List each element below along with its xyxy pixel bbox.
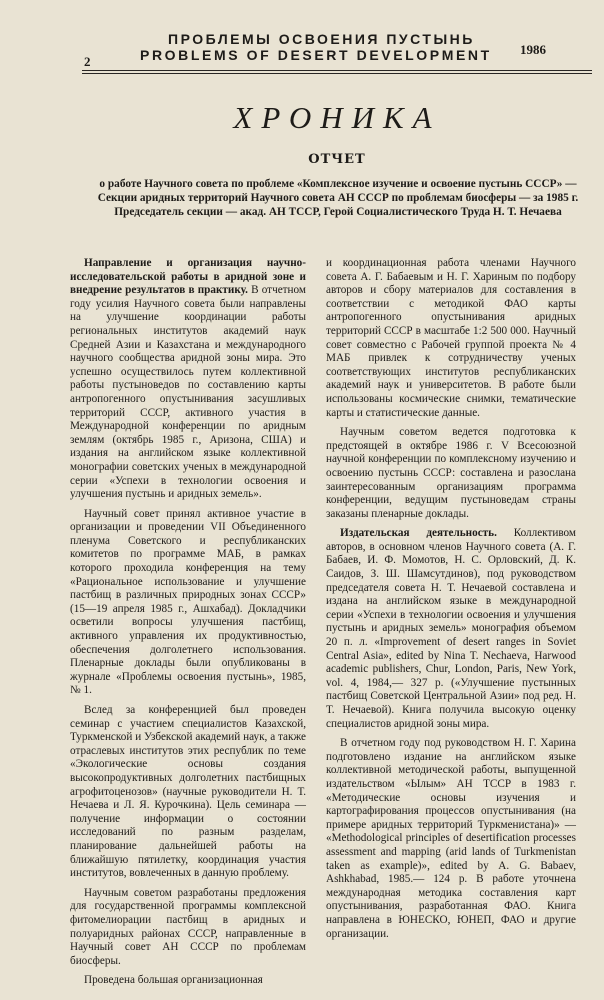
header-rule: [82, 70, 592, 71]
paragraph-text: Коллективом авторов, в основном членов Научного совета (А. Г. Бабаев, И. Ф. Момотов, Н. С. Орловский, Д. К. Саидов, З. Ш. Шамсутдинов), под руководством председателя совета Н. Т. Нечаевой составлена и издана на английском языке в международной серии «Успехи в технологии освоения и улучшения пустынь и аридных земель» монография объемом 20 п. л. «Improvement of desert ranges in Soviet Central Asia», edited by Nina T. Nechaeva, Harwood academic publishers, Chur, London, Paris, New York, vol. 4, 1984,— 327 p. («Улучшение пустынных пастбищ Советской Центральной Азии» под ред. Н. Т. Нечаевой). Книга получила высокую оценку специалистов аридной зоны мира.: [326, 527, 577, 730]
running-title-english: PROBLEMS OF DESERT DEVELOPMENT: [140, 47, 492, 63]
paragraph: [326, 527, 576, 731]
paragraph: Научный совет принял активное участие в организации и проведении VII Объединенного пленума Советского и республиканских комитетов по программе МАБ, в рамках которого проходила конференция на тему «Рациональное использование и улучшение пастбищ в различных природных зонах СССР» (15—19 апреля 1985 г., Ашхабад). Докладчики осветили вопросы улучшения пастбищ, активного управления их продуктивностью, обеспечения долголетнего использования. Пленарные доклады были опубликованы в журнале «Проблемы освоения пустынь», 1985, № 1.: [70, 507, 306, 697]
paragraph: Научным советом разработаны предложения для государственной программы комплексной фитомелиорации пастбищ в аридных и полуаридных районах СССР, направленные в Научный совет АН СССР по проблемам биосферы.: [70, 886, 306, 967]
left-column: [70, 257, 306, 994]
page-number: 2: [84, 54, 91, 69]
report-subtitle: [96, 177, 580, 220]
report-subtitle-line: о работе Научного совета по проблеме «Комплексное изучение и освоение пустынь СССР» — Секции аридных территорий Научного совета АН СССР по проблемам биосферы — за 1985 г.: [97, 178, 579, 205]
paragraph: и координационная работа членами Научного совета А. Г. Бабаевым и Н. Г. Хариным по подбору авторов и сбору материалов для составления в соответствии с методикой ФАО карты антропогенного опустынивания аридных территорий СССР в масштабе 1:2 500 000. Научный совет совместно с Рабочей группой проекта № 4 МАБ привлек к сотрудничеству ученых соответствующих институтов республиканских академий наук и университетов. В работе были использованы космические снимки, тематические карты и статистические данные.: [326, 257, 576, 419]
paragraph: [70, 257, 306, 502]
report-title: ОТЧЕТ: [308, 152, 366, 167]
paragraph-text: В отчетном году усилия Научного совета были направлены на улучшение координации работы региональных институтов академий наук Средней Азии и Казахстана и международного научного сообщества аридной зоны мира. Это успешно осуществилось путем коллективной работы пустыноведов по составлению карты антропогенного опустынивания засушливых территорий СССР, активного участия в Международной конференции по аридным землям (октябрь 1985 г., Аризона, США) и издания на английском языке коллективной монографии советских ученых в международной серии «Успехи в технологии освоения и улучшения пустынь и аридных земель».: [70, 284, 306, 501]
header-rule-thin: [82, 73, 592, 74]
paragraph: Проведена большая организационная: [84, 974, 263, 987]
right-column: [326, 257, 576, 947]
issue-year: 1986: [520, 42, 546, 57]
section-title: ХРОНИКА: [233, 100, 441, 135]
paragraph: В отчетном году под руководством Н. Г. Харина подготовлено издание на английском языке коллективной методической работы, выпущенной издательством «Ылым» АН ТССР в 1983 г. «Методические основы изучения и картографирования процессов опустынивания (на примере аридных территорий Туркменистана)» — «Methodological principles of desertification processes assessment and mapping (arid lands of Turkmenistan taken as example)», edited by A. G. Babaev, Ashkhabad, 1985.— 124 p. В работе уточнена международная методика составления карт опустынивания, разработанная ФАО. Книга направлена в ЮНЕСКО, ЮНЕП, ФАО и другие организации.: [326, 737, 576, 940]
report-chairman-line: Председатель секции — акад. АН ТССР, Герой Социалистического Труда Н. Т. Нечаева: [114, 206, 562, 219]
paragraph: Научным советом ведется подготовка к предстоящей в октябре 1986 г. V Всесоюзной научной конференции по комплексному изучению и освоению пустынь СССР: составлена и разослана заинтересованным организациям программа конференции, ведущим пустыноведам страны заказаны пленарные доклады.: [326, 426, 576, 520]
running-title-russian: ПРОБЛЕМЫ ОСВОЕНИЯ ПУСТЫНЬ: [168, 31, 475, 47]
paragraph: Вслед за конференцией был проведен семинар с участием специалистов Казахской, Туркменской и Узбекской академий наук, а также отраслевых институтов этих республик по теме «Экологические основы создания высокопродуктивных долголетних пастбищных агрофитоценозов» (научные руководители Н. Т. Нечаева и Л. Я. Курочкина). Цель семинара — получение информации о состоянии исследований по разным разделам, планирование дальнейшей работы на ближайшую пятилетку, координация участия институтов, вовлеченных в данную проблему.: [70, 704, 306, 880]
paragraph-lead: Издательская деятельность.: [340, 527, 497, 540]
paragraph-lead: Направление и организация научно-исследовательской работы в аридной зоне и внедрение результатов в практику.: [70, 257, 306, 297]
